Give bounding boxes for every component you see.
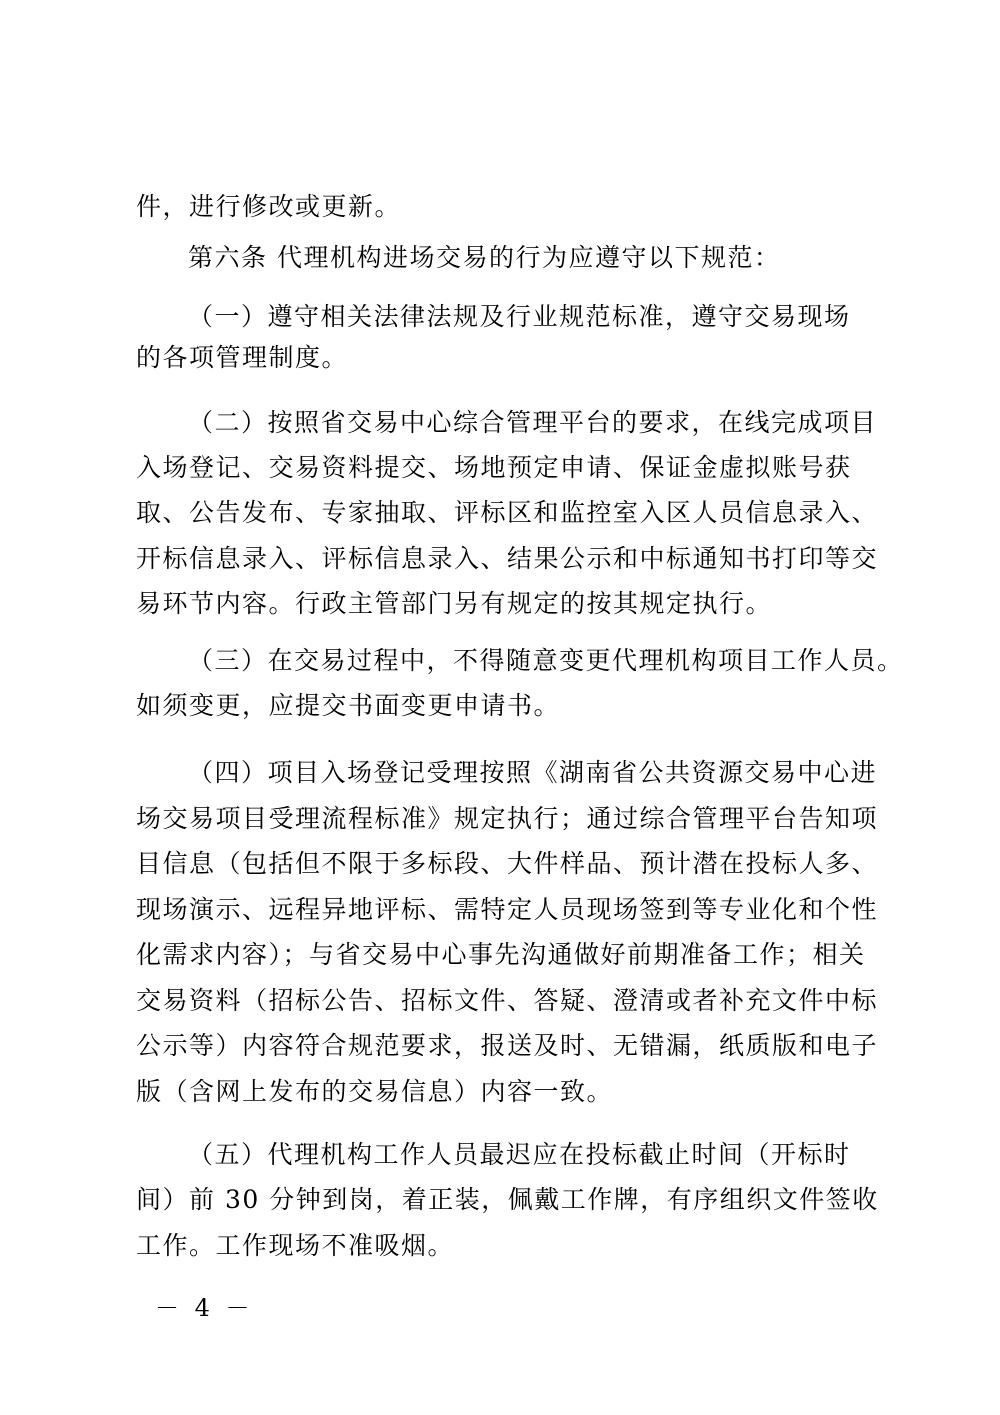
text-line: （一）遵守相关法律法规及行业规范标准，遵守交易现场 bbox=[188, 302, 851, 331]
text-line: 的各项管理制度。 bbox=[136, 343, 349, 372]
text-line: （四）项目入场登记受理按照《湖南省公共资源交易中心进 bbox=[188, 758, 878, 787]
text-line: （二）按照省交易中心综合管理平台的要求，在线完成项目 bbox=[188, 408, 878, 437]
text-line: 工作。工作现场不准吸烟。 bbox=[136, 1231, 455, 1260]
text-line: 化需求内容）；与省交易中心事先沟通做好前期准备工作；相关 bbox=[136, 940, 866, 969]
text-line: （三）在交易过程中，不得随意变更代理机构项目工作人员。 bbox=[188, 646, 904, 675]
text-line: 易环节内容。行政主管部门另有规定的按其规定执行。 bbox=[136, 589, 773, 618]
text-line: （五）代理机构工作人员最迟应在投标截止时间（开标时 bbox=[188, 1140, 851, 1169]
text-line: 件，进行修改或更新。 bbox=[136, 192, 402, 221]
text-line: 公示等）内容符合规范要求，报送及时、无错漏，纸质版和电子 bbox=[136, 1031, 879, 1060]
text-line: 如须变更，应提交书面变更申请书。 bbox=[136, 691, 561, 720]
text-line: 版（含网上发布的交易信息）内容一致。 bbox=[136, 1077, 614, 1106]
text-line: 取、公告发布、专家抽取、评标区和监控室入区人员信息录入、 bbox=[136, 498, 879, 527]
text-line: 现场演示、远程异地评标、需特定人员现场签到等专业化和个性 bbox=[136, 895, 879, 924]
text-line: 入场登记、交易资料提交、场地预定申请、保证金虚拟账号获 bbox=[136, 453, 852, 482]
text-line: 目信息（包括但不限于多标段、大件样品、预计潜在投标人多、 bbox=[136, 849, 879, 878]
text-line: 交易资料（招标公告、招标文件、答疑、澄清或者补充文件中标 bbox=[136, 986, 879, 1015]
article-heading: 第六条 代理机构进场交易的行为应遵守以下规范： bbox=[188, 243, 781, 272]
page-number: － 4 － bbox=[155, 1294, 254, 1322]
text-line: 开标信息录入、评标信息录入、结果公示和中标通知书打印等交 bbox=[136, 544, 879, 573]
text-line: 间）前 30 分钟到岗，着正装，佩戴工作牌，有序组织文件签收 bbox=[136, 1185, 879, 1214]
text-line: 场交易项目受理流程标准》规定执行；通过综合管理平台告知项 bbox=[136, 804, 879, 833]
